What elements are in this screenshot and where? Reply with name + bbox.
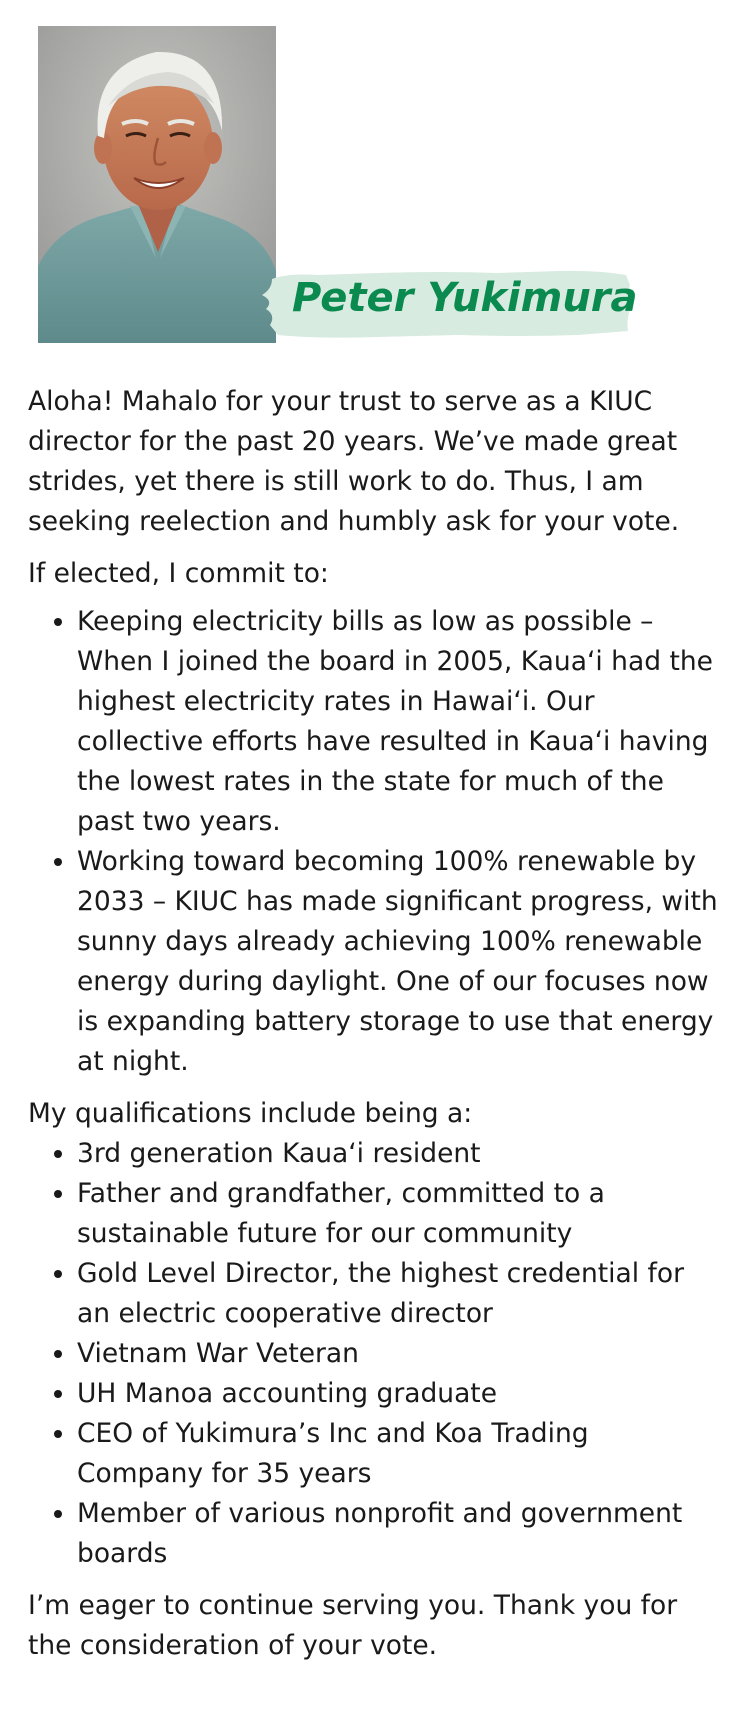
qualifications-list <box>28 1134 718 1574</box>
list-item: • Gold Level Director, the highest credential for an electric cooperative director <box>77 1254 718 1334</box>
commit-heading: If elected, I commit to: <box>28 558 329 589</box>
candidate-photo <box>38 26 276 343</box>
list-item: • UH Manoa accounting graduate <box>77 1374 718 1414</box>
list-item: • Father and grandfather, committed to a sustainable future for our community <box>77 1174 718 1254</box>
list-item: • Member of various nonprofit and government boards <box>77 1494 718 1574</box>
candidate-name-plate <box>258 265 638 341</box>
list-item: • Working toward becoming 100% renewable by 2033 – KIUC has made significant progress, with sunny days already achieving 100% renewable energy during daylight. One of our focuses now is expanding battery storage to use that energy at night. <box>77 842 718 1082</box>
commitments-list <box>28 602 718 1082</box>
candidate-header <box>0 0 746 368</box>
candidate-name: Peter Yukimura <box>292 275 638 321</box>
list-item: • Vietnam War Veteran <box>77 1334 718 1374</box>
qualifications-heading: My qualifications include being a: <box>28 1098 473 1129</box>
list-item: • CEO of Yukimura’s Inc and Koa Trading Company for 35 years <box>77 1414 718 1494</box>
list-item: • Keeping electricity bills as low as possible – When I joined the board in 2005, Kaua‘i had the highest electricity rates in Hawai‘i. Our collective efforts have resulted in Kaua‘i having the lowest rates in the state for much of the past two years. <box>77 602 718 842</box>
list-item: • 3rd generation Kaua‘i resident <box>77 1134 718 1174</box>
closing-paragraph: I’m eager to continue serving you. Thank you for the consideration of your vote. <box>28 1590 678 1661</box>
statement-body <box>28 382 718 1678</box>
intro-paragraph: Aloha! Mahalo for your trust to serve as a KIUC director for the past 20 years. We’ve made great strides, yet there is still work to do. Thus, I am seeking reelection and humbly ask for your vote. <box>28 386 680 537</box>
